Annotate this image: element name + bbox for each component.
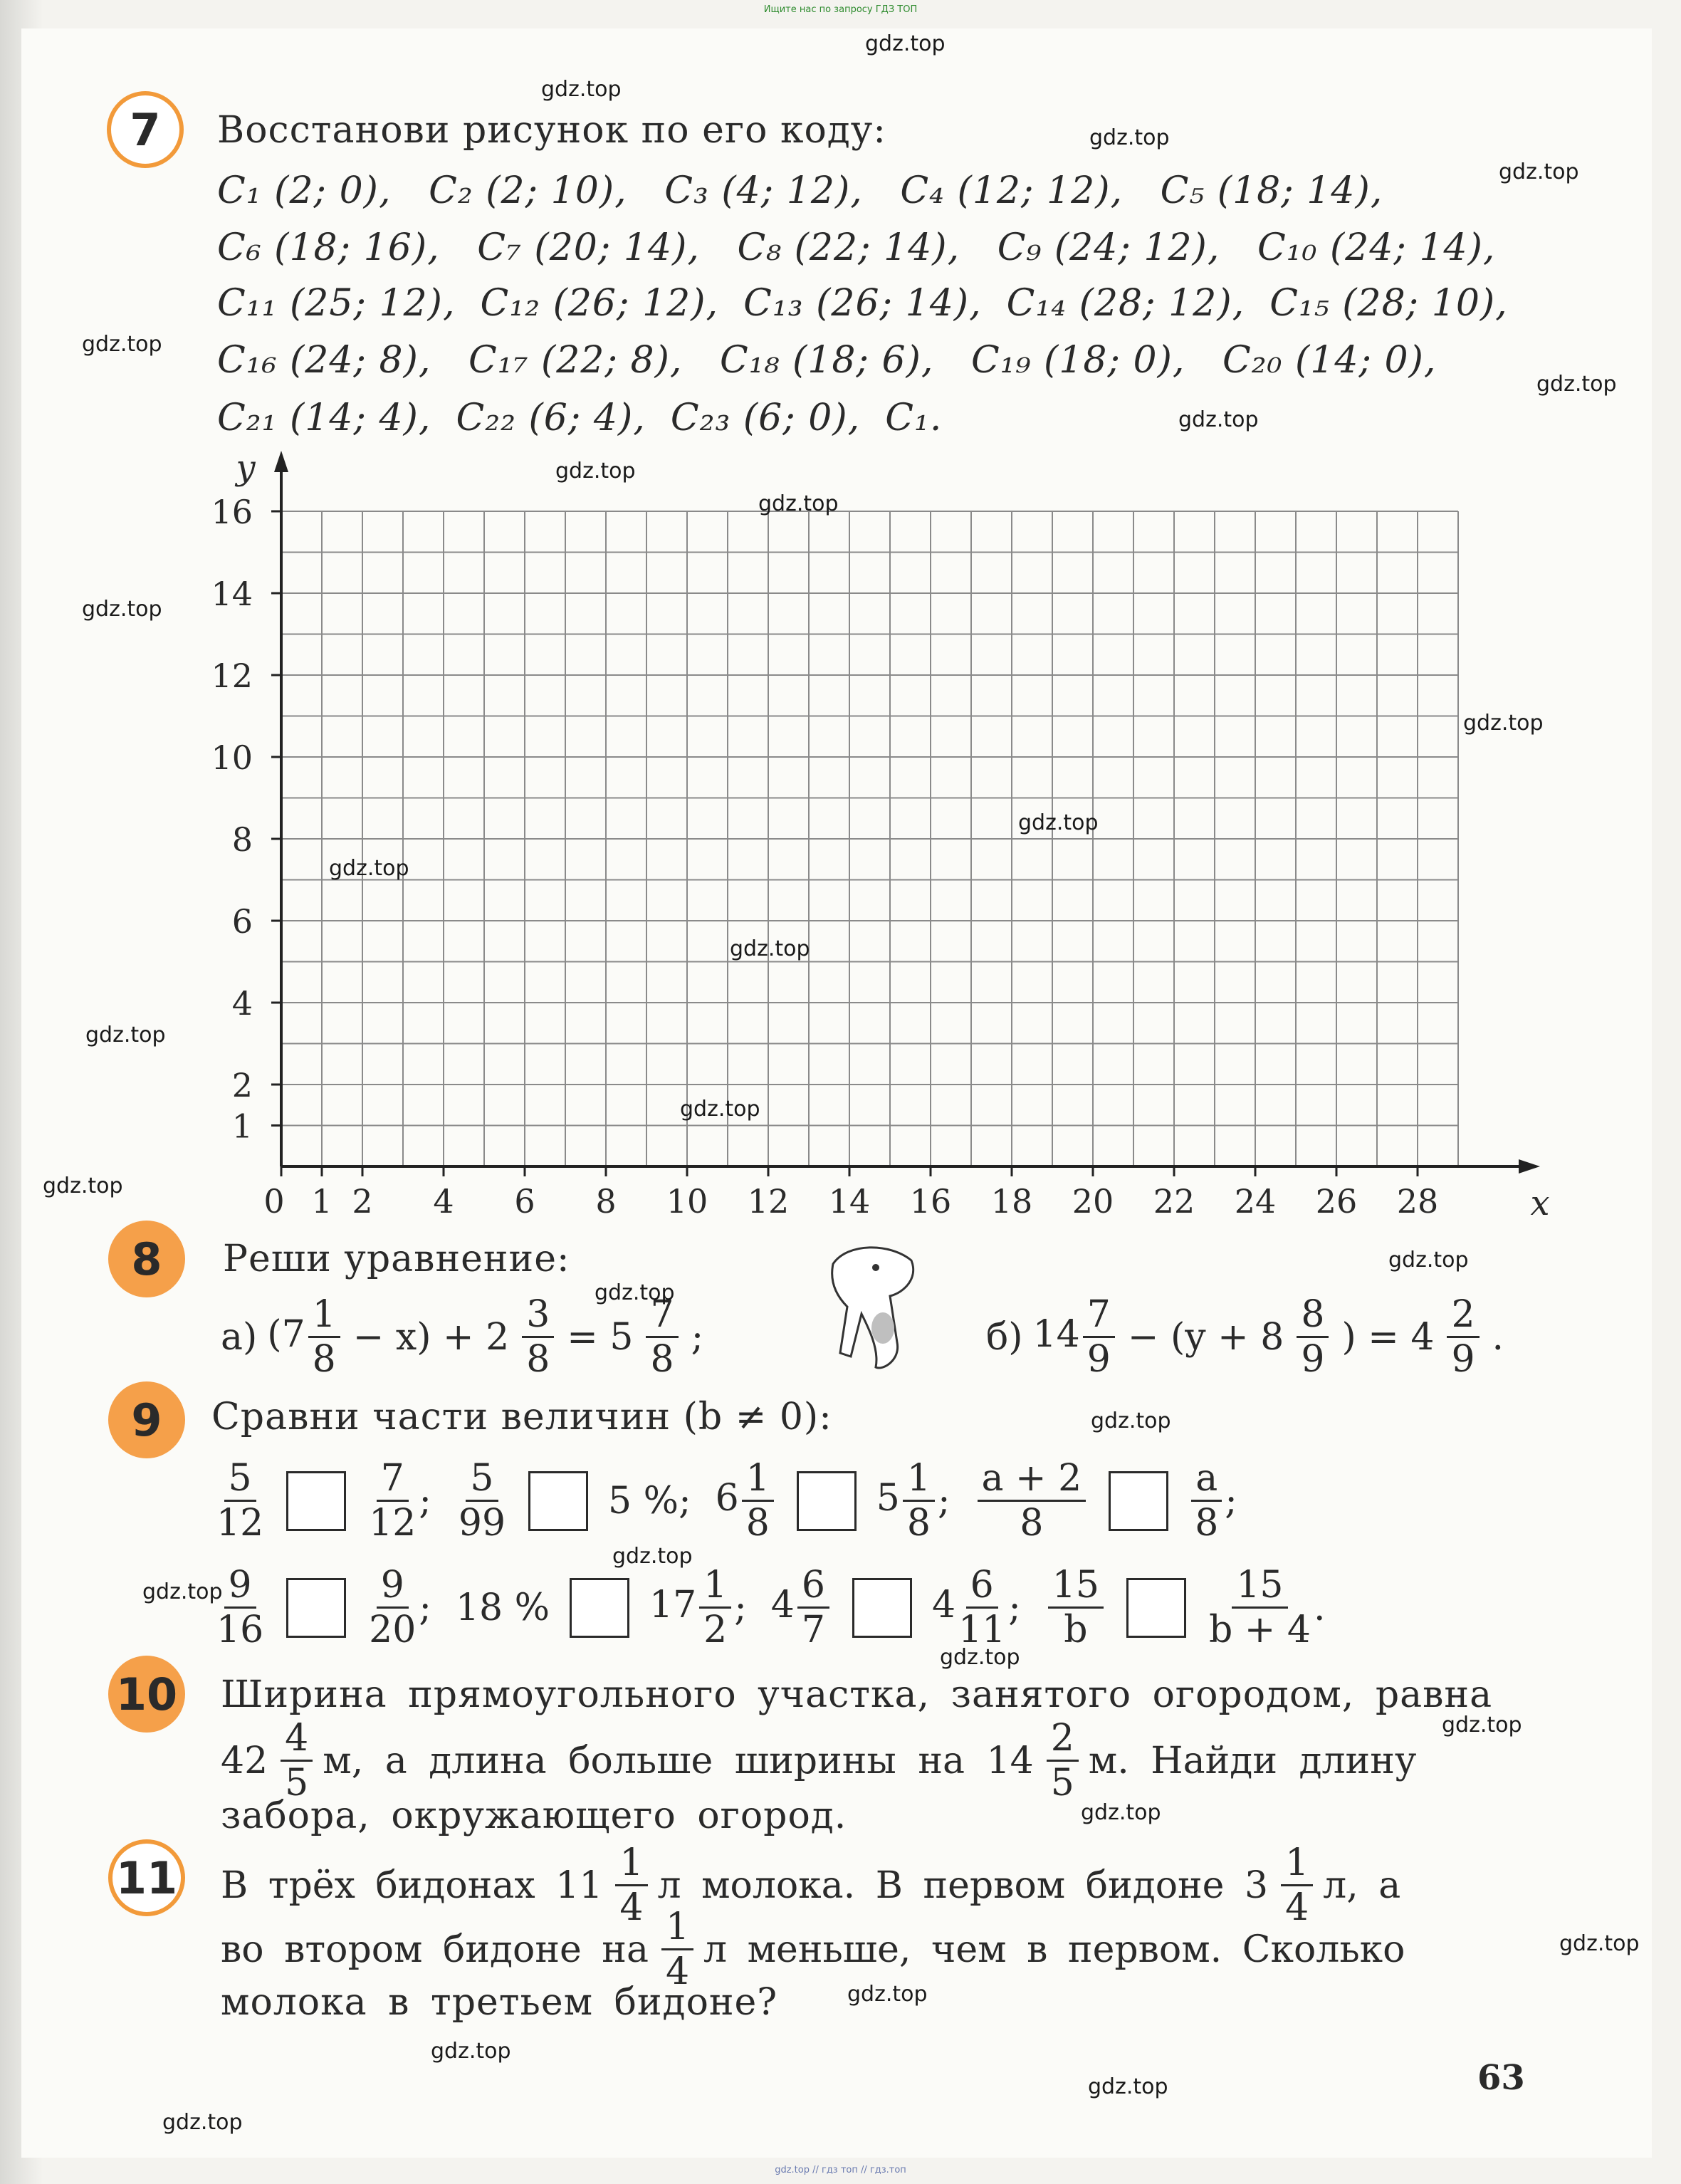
- separator: ;: [734, 1586, 747, 1629]
- task-7-line: C₁₆ (24; 8), C₁₇ (22; 8), C₁₈ (18; 6), C₁₉ (18; 0), C₂₀ (14; 0),: [217, 339, 1437, 382]
- watermark: gdz.top: [940, 1645, 1020, 1670]
- bottom-banner: gdz.top // гдз топ // гдз.топ: [775, 2165, 906, 2175]
- task-10-line-2: 42 $\frac{4}{5}$ м, а длина больше ширины на 14 $\frac{2}{5}$ м. Найди длину: [221, 1717, 1417, 1804]
- comparison-pair: [975, 1457, 1237, 1545]
- x-tick-label: 20: [1072, 1182, 1114, 1221]
- watermark: gdz.top: [758, 491, 839, 516]
- equation-text: ;: [691, 1315, 704, 1359]
- task-7-line: C₁₁ (25; 12), C₁₂ (26; 12), C₁₃ (26; 14), C₁₄ (28; 12), C₁₅ (28; 10),: [217, 282, 1508, 325]
- value-text: 18 %: [455, 1586, 550, 1629]
- separator: ;: [679, 1479, 691, 1522]
- comparison-answer-box[interactable]: [528, 1471, 588, 1531]
- watermark: gdz.top: [82, 332, 162, 357]
- task-8-title: Реши уравнение:: [223, 1238, 570, 1280]
- y-tick-label: 4: [231, 984, 253, 1023]
- top-banner: Ищите нас по запросу ГДЗ ТОП: [763, 4, 918, 15]
- x-tick-label: 28: [1396, 1182, 1439, 1221]
- x-tick-label: 4: [433, 1182, 454, 1221]
- fraction: $\frac{9}{20}$: [369, 1564, 417, 1651]
- task-10-line-1: Ширина прямоугольного участка, занятого огородом, равна: [221, 1673, 1493, 1716]
- page-number: 63: [1477, 2058, 1525, 2098]
- x-tick-label: 18: [990, 1182, 1033, 1221]
- watermark: gdz.top: [1536, 372, 1617, 397]
- separator: ;: [1225, 1479, 1237, 1522]
- fraction: 4 $\frac{6}{11}$: [931, 1564, 1006, 1651]
- watermark: gdz.top: [85, 1023, 166, 1047]
- fraction: $\frac{9}{16}$: [216, 1564, 264, 1651]
- watermark: gdz.top: [1499, 160, 1579, 184]
- task-10-line-3: забора, окружающего огород.: [221, 1794, 847, 1837]
- y-tick-label: 14: [211, 575, 253, 613]
- equation-text: ) = 4: [1341, 1315, 1435, 1359]
- y-tick-label: 16: [211, 493, 253, 531]
- watermark: gdz.top: [865, 31, 946, 56]
- y-tick-label: 12: [211, 657, 253, 695]
- fraction: $\frac{15}{b + 4}$: [1208, 1564, 1311, 1651]
- task-7-number: 7: [107, 91, 184, 168]
- comparison-answer-box[interactable]: [797, 1471, 857, 1531]
- watermark: gdz.top: [1463, 711, 1544, 736]
- fraction: $\frac{2}{9}$: [1444, 1296, 1482, 1378]
- task-11-line-1: В трёх бидонах 11 $\frac{1}{4}$ л молока. В первом бидоне 3 $\frac{1}{4}$ л, а: [221, 1841, 1401, 1929]
- watermark: gdz.top: [730, 936, 810, 961]
- fraction: $\frac{5}{99}$: [458, 1457, 506, 1545]
- task-8a-label: а): [221, 1315, 258, 1359]
- task-10-number: 10: [108, 1656, 185, 1733]
- fraction: (7 $\frac{1}{8}$: [267, 1296, 342, 1378]
- task-9-number: 9: [108, 1381, 185, 1458]
- y-tick-label: 6: [231, 902, 253, 941]
- task-7-title: Восстанови рисунок по его коду:: [217, 109, 886, 152]
- x-tick-label: 8: [595, 1182, 617, 1221]
- watermark: gdz.top: [431, 2039, 511, 2064]
- y-tick-label: 8: [231, 820, 253, 859]
- task-8b-equation: [986, 1293, 1514, 1381]
- fraction: 6 $\frac{1}{8}$: [716, 1460, 777, 1542]
- task-7-line: C₂₁ (14; 4), C₂₂ (6; 4), C₂₃ (6; 0), C₁.: [217, 397, 943, 439]
- fraction: $\frac{7}{8}$: [643, 1296, 681, 1378]
- comparison-answer-box[interactable]: [852, 1578, 912, 1638]
- comparison-pair: [214, 1564, 431, 1651]
- task-8a-equation: [221, 1293, 713, 1381]
- task-9-row-1: [214, 1457, 1262, 1545]
- separator: ;: [419, 1586, 431, 1629]
- watermark: gdz.top: [541, 77, 622, 102]
- task-11-line-2: во втором бидоне на $\frac{1}{4}$ л меньше, чем в первом. Сколько: [221, 1906, 1405, 1993]
- task-8-number: 8: [108, 1221, 185, 1297]
- watermark: gdz.top: [1559, 1931, 1640, 1956]
- watermark: gdz.top: [1018, 810, 1099, 835]
- comparison-answer-box[interactable]: [286, 1578, 346, 1638]
- x-tick-label: 12: [747, 1182, 790, 1221]
- x-tick-label: 24: [1234, 1182, 1277, 1221]
- task-7-line: C₁ (2; 0), C₂ (2; 10), C₃ (4; 12), C₄ (12; 12), C₅ (18; 14),: [217, 169, 1383, 212]
- watermark: gdz.top: [555, 459, 636, 484]
- x-tick-label: 0: [263, 1182, 285, 1221]
- task-7-line: C₆ (18; 16), C₇ (20; 14), C₈ (22; 14), C₉ (24; 12), C₁₀ (24; 14),: [217, 226, 1496, 269]
- fraction: 17 $\frac{1}{2}$: [649, 1567, 734, 1649]
- fraction: $\frac{a + 2}{8}$: [975, 1460, 1089, 1542]
- task-9-title: Сравни части величин (b ≠ 0):: [211, 1396, 832, 1438]
- equation-text: = 5: [567, 1315, 634, 1359]
- watermark: gdz.top: [680, 1097, 760, 1122]
- comparison-answer-box[interactable]: [1126, 1578, 1186, 1638]
- equation-text: − x) + 2: [352, 1315, 510, 1359]
- task-8b-label: б): [986, 1315, 1023, 1359]
- comparison-answer-box[interactable]: [1109, 1471, 1168, 1531]
- fraction: $\frac{15}{b}$: [1045, 1567, 1106, 1649]
- comparison-pair: [455, 1564, 747, 1651]
- comparison-answer-box[interactable]: [570, 1578, 629, 1638]
- cartoon-figure-icon: [812, 1235, 933, 1378]
- equation-text: .: [1492, 1315, 1504, 1359]
- separator: .: [1313, 1586, 1326, 1629]
- fraction: $\frac{7}{12}$: [369, 1457, 417, 1545]
- y-tick-label: 10: [211, 738, 253, 777]
- task-9-row-2: [214, 1564, 1349, 1651]
- fraction: $\frac{3}{8}$: [519, 1296, 557, 1378]
- equation-text: − (y + 8: [1127, 1315, 1284, 1359]
- separator: ;: [937, 1479, 951, 1522]
- fraction: 4 $\frac{6}{7}$: [771, 1567, 832, 1649]
- fraction: $\frac{8}{9}$: [1294, 1296, 1331, 1378]
- watermark: gdz.top: [1388, 1248, 1469, 1273]
- x-tick-label: 22: [1153, 1182, 1195, 1221]
- y-axis-label: y: [236, 448, 256, 488]
- x-tick-label: 10: [666, 1182, 708, 1221]
- x-tick-label: 6: [514, 1182, 535, 1221]
- comparison-pair: [456, 1457, 691, 1545]
- separator: ;: [1008, 1586, 1021, 1629]
- value-text: 5 %: [608, 1479, 679, 1522]
- watermark: gdz.top: [1081, 1800, 1161, 1825]
- comparison-pair: [214, 1457, 431, 1545]
- watermark: gdz.top: [595, 1280, 675, 1305]
- fraction: $\frac{a}{8}$: [1188, 1460, 1225, 1542]
- fraction: 14 $\frac{7}{9}$: [1033, 1296, 1118, 1378]
- x-axis-label: x: [1530, 1184, 1550, 1223]
- watermark: gdz.top: [1091, 1409, 1171, 1433]
- watermark: gdz.top: [162, 2110, 243, 2135]
- watermark: gdz.top: [1088, 2074, 1168, 2099]
- comparison-pair: [715, 1457, 951, 1545]
- comparison-answer-box[interactable]: [286, 1471, 346, 1531]
- comparison-pair: [1045, 1564, 1326, 1651]
- task-11-line-3: молока в третьем бидоне?: [221, 1981, 778, 2024]
- comparison-pair: [770, 1564, 1021, 1651]
- x-tick-label: 2: [352, 1182, 373, 1221]
- x-tick-label: 16: [909, 1182, 952, 1221]
- watermark: gdz.top: [1178, 407, 1259, 432]
- watermark: gdz.top: [329, 856, 409, 881]
- separator: ;: [419, 1479, 431, 1522]
- watermark: gdz.top: [43, 1174, 123, 1198]
- task-11-number: 11: [108, 1839, 185, 1916]
- watermark: gdz.top: [142, 1579, 223, 1604]
- x-tick-label: 14: [828, 1182, 871, 1221]
- x-tick-label: 26: [1315, 1182, 1358, 1221]
- watermark: gdz.top: [82, 597, 162, 622]
- watermark: gdz.top: [612, 1544, 693, 1569]
- watermark: gdz.top: [847, 1982, 928, 2007]
- fraction: 5 $\frac{1}{8}$: [876, 1460, 938, 1542]
- watermark: gdz.top: [1442, 1713, 1522, 1738]
- y-tick-label: 1: [231, 1107, 253, 1146]
- fraction: $\frac{5}{12}$: [216, 1457, 264, 1545]
- x-tick-label: 1: [311, 1182, 332, 1221]
- watermark: gdz.top: [1089, 125, 1170, 150]
- y-tick-label: 2: [231, 1066, 253, 1104]
